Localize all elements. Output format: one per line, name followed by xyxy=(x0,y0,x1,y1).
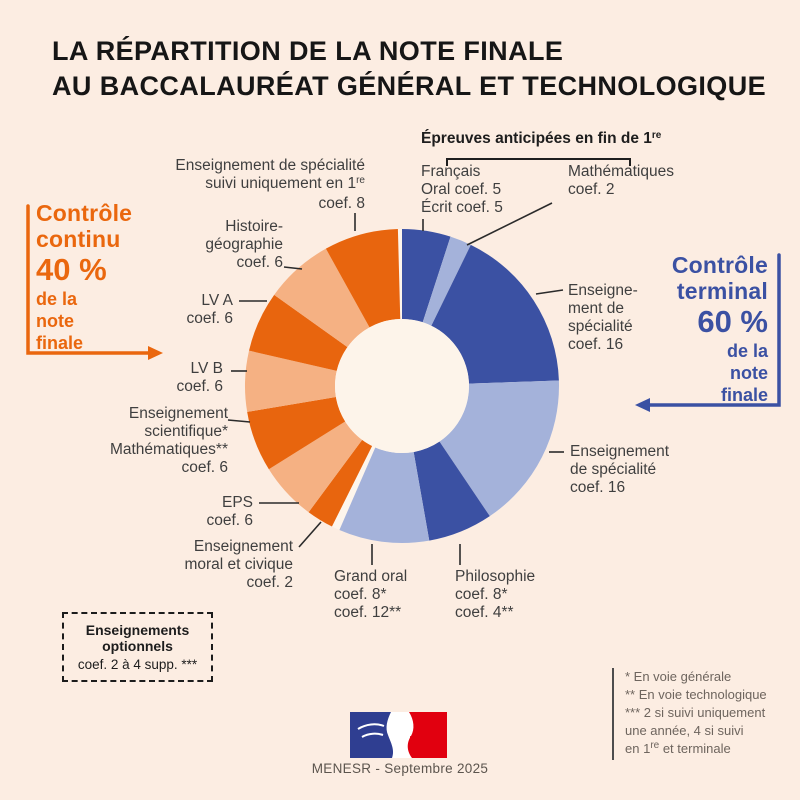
heading-line: Contrôle xyxy=(671,252,768,278)
label-line: coef. 6 xyxy=(176,378,223,395)
label-grand-oral xyxy=(334,568,407,622)
heading-line: terminal xyxy=(676,278,768,304)
footnote-text: et terminale xyxy=(659,741,731,756)
heading-line: Contrôle xyxy=(36,200,133,226)
label-line: Enseignement de spécialité xyxy=(175,157,365,174)
label-spe-terminal-2 xyxy=(570,443,669,497)
controle-continu-heading xyxy=(36,200,132,354)
continu-percentage: 40 % xyxy=(36,252,107,287)
controle-terminal-heading xyxy=(672,252,768,406)
label-line: Écrit coef. 5 xyxy=(421,199,503,216)
superscript: re xyxy=(651,130,662,141)
label-line: Oral coef. 5 xyxy=(421,181,502,198)
french-government-logo xyxy=(350,712,447,758)
label-epreuves-anticipees xyxy=(421,130,661,150)
label-line: coef. 16 xyxy=(568,336,624,353)
label-line: scientifique* xyxy=(144,423,228,440)
heading-sub: finale xyxy=(720,385,768,405)
label-spe-premiere xyxy=(175,157,365,213)
terminal-arrowhead-icon xyxy=(635,398,650,412)
label-line: géographie xyxy=(205,236,283,253)
label-moral-civique xyxy=(184,538,293,592)
label-line: spécialité xyxy=(568,318,633,335)
label-line: coef. 8* xyxy=(334,586,387,603)
label-lvb xyxy=(176,360,223,396)
connector-scientifique xyxy=(228,420,250,422)
heading-sub: de la xyxy=(726,341,768,361)
label-lva xyxy=(186,292,233,328)
heading-sub: de la xyxy=(36,289,78,309)
optional-courses-box xyxy=(62,612,213,682)
label-line: ment de xyxy=(568,300,625,317)
label-line: Enseignement xyxy=(570,443,670,460)
label-line: Enseigne- xyxy=(568,282,638,299)
label-line: Histoire- xyxy=(225,218,283,235)
title-line-1: LA RÉPARTITION DE LA NOTE FINALE xyxy=(52,36,564,66)
label-line: LV B xyxy=(190,360,223,377)
footer-caption: MENESR - Septembre 2025 xyxy=(311,761,489,776)
label-eps xyxy=(206,494,253,530)
label-line: coef. 16 xyxy=(570,479,626,496)
title-line-2: AU BACCALAURÉAT GÉNÉRAL ET TECHNOLOGIQUE xyxy=(52,71,767,101)
connector-moral xyxy=(299,522,321,547)
label-text: Épreuves anticipées en fin de 1 xyxy=(421,130,652,147)
label-line: coef. 2 xyxy=(246,574,293,591)
footnote-line: * En voie générale xyxy=(625,669,732,684)
label-line: de spécialité xyxy=(570,461,657,478)
label-histoire-geographie xyxy=(205,218,283,272)
label-line: moral et civique xyxy=(184,556,293,573)
label-line: coef. 6 xyxy=(181,459,228,476)
label-line: Enseignement xyxy=(128,405,228,422)
footnote-line xyxy=(625,740,767,760)
label-line: coef. 8* xyxy=(455,586,508,603)
label-line: coef. 2 xyxy=(568,181,615,198)
connector-spe-terminal-1 xyxy=(536,290,563,294)
heading-sub: finale xyxy=(36,333,84,353)
label-francais xyxy=(421,163,503,217)
label-line: Enseignement xyxy=(193,538,293,555)
label-line: coef. 8 xyxy=(318,195,365,212)
label-text: suivi uniquement en 1 xyxy=(205,175,357,192)
footnote-line: *** 2 si suivi uniquement xyxy=(625,705,766,720)
page-title xyxy=(52,34,766,104)
label-mathematiques xyxy=(568,163,674,199)
heading-sub: note xyxy=(730,363,768,383)
label-line: Mathématiques xyxy=(568,163,674,180)
box-line: Enseignements xyxy=(85,622,190,638)
box-line: optionnels xyxy=(102,638,173,654)
label-line: coef. 12** xyxy=(334,604,402,621)
heading-line: continu xyxy=(36,226,121,252)
label-philosophie xyxy=(455,568,535,622)
label-line: coef. 6 xyxy=(236,254,283,271)
label-line: Grand oral xyxy=(334,568,408,585)
label-line xyxy=(175,175,365,195)
superscript: re xyxy=(650,740,660,751)
label-line: EPS xyxy=(221,494,253,511)
superscript: re xyxy=(356,175,365,186)
label-line: Français xyxy=(421,163,481,180)
label-line: LV A xyxy=(201,292,233,309)
donut-hole xyxy=(335,319,469,453)
heading-sub: note xyxy=(36,311,74,331)
label-line: coef. 6 xyxy=(186,310,233,327)
donut-segments-group xyxy=(245,229,559,543)
label-scientifique xyxy=(110,405,228,477)
label-line: Philosophie xyxy=(455,568,536,585)
box-line: coef. 2 à 4 supp. *** xyxy=(77,657,198,672)
footnote-text: en 1 xyxy=(625,741,651,756)
footnote-line: une année, 4 si suivi xyxy=(625,723,744,738)
continu-arrowhead-icon xyxy=(148,346,163,360)
label-spe-terminal-1 xyxy=(568,282,638,354)
label-line: coef. 6 xyxy=(206,512,253,529)
label-line: coef. 4** xyxy=(455,604,514,621)
label-line: Mathématiques** xyxy=(109,441,228,458)
footnote-line: ** En voie technologique xyxy=(625,687,767,702)
footnotes xyxy=(612,668,767,760)
terminal-percentage: 60 % xyxy=(697,304,768,339)
